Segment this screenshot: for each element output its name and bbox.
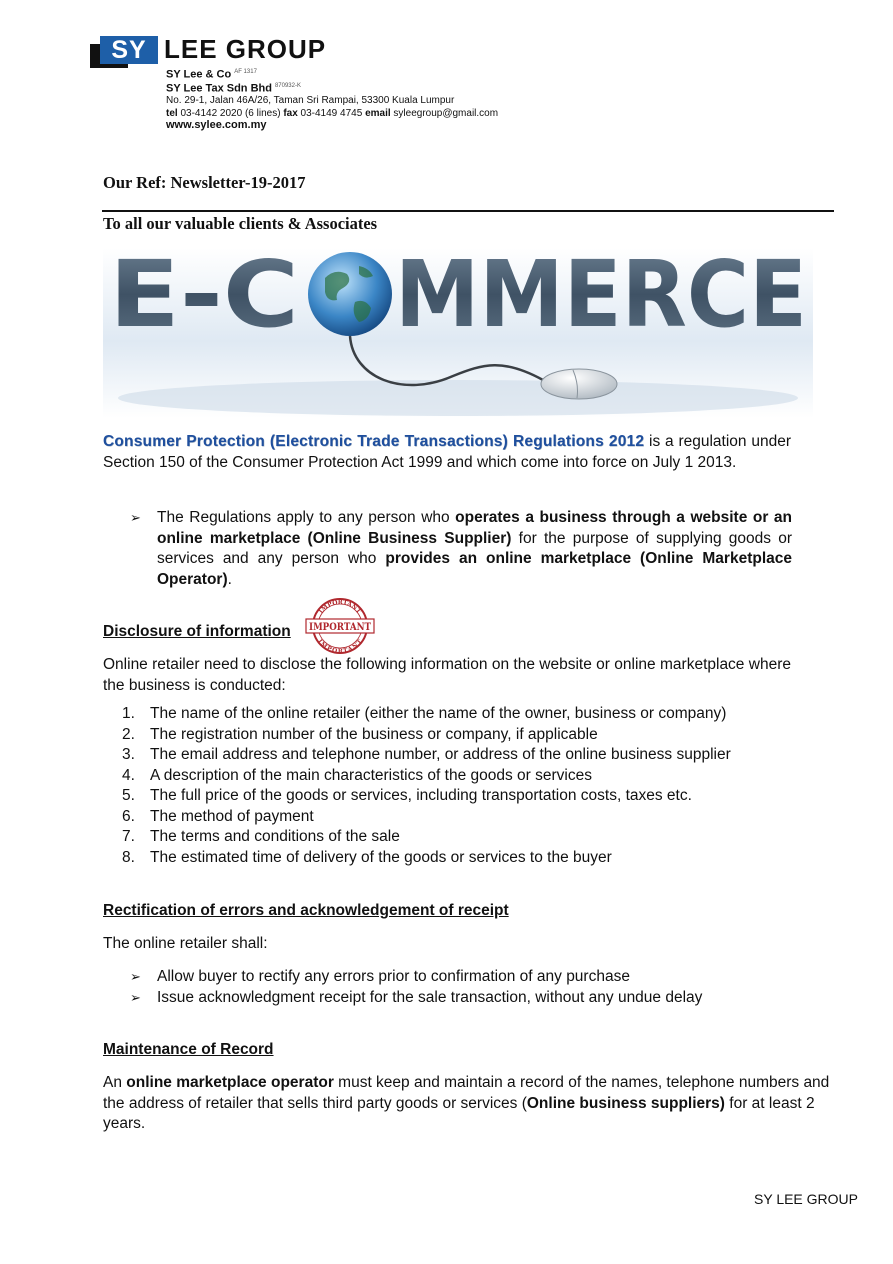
fax-label: fax <box>283 108 298 119</box>
svg-text:IMPORTANT <box>316 638 364 655</box>
list-item-text: Allow buyer to rectify any errors prior to confirmation of any purchase <box>157 968 630 985</box>
list-item-text: The registration number of the business or company, if applicable <box>150 725 598 743</box>
apply-text-3: . <box>227 570 232 588</box>
tel-value: 03-4142 2020 (6 lines) <box>180 108 281 119</box>
list-item-number: 7. <box>122 828 135 845</box>
email-value: syleegroup@gmail.com <box>393 108 499 119</box>
maintenance-bold-1: online marketplace operator <box>126 1074 334 1091</box>
list-item-number: 3. <box>122 746 135 763</box>
list-item-text: The email address and telephone number, or address of the online business supplier <box>150 746 731 763</box>
maintenance-heading: Maintenance of Record <box>103 1041 274 1058</box>
company-1-reg-no: AF 1317 <box>234 69 257 75</box>
list-item-number: 6. <box>122 807 135 825</box>
email-label: email <box>365 108 391 119</box>
arrow-bullet-icon: ➢ <box>130 989 141 1005</box>
globe-icon <box>308 252 392 336</box>
maintenance-text-1: An <box>103 1074 127 1091</box>
disclosure-intro: Online retailer need to disclose the following information on the website or online marketplace where the business is conducted: <box>103 656 791 694</box>
apply-text-1: The Regulations apply to any person who <box>157 509 456 526</box>
greeting: To all our valuable clients & Associates <box>103 214 378 233</box>
apply-bold-2: provides an online marketplace (Online Marketplace Operator) <box>157 550 793 588</box>
important-stamp-icon <box>304 596 376 656</box>
list-item <box>130 967 792 988</box>
company-line-2 <box>166 80 301 96</box>
list-item-text: The terms and conditions of the sale <box>150 828 400 845</box>
rectification-intro: The online retailer shall: <box>103 935 268 952</box>
tel-label: tel <box>166 108 178 119</box>
newsletter-ref: Our Ref: Newsletter-19-2017 <box>103 173 306 192</box>
list-item-text: Issue acknowledgment receipt for the sale transaction, without any undue delay <box>157 988 703 1006</box>
company-2-reg-no: 870932-K <box>274 83 301 89</box>
list-item <box>122 704 822 725</box>
header-divider <box>102 210 834 212</box>
maintenance-bold-2: Online business suppliers) <box>526 1094 725 1112</box>
maintenance-text-2: must keep and maintain a record of the names, telephone numbers and the address of retailer that sells third party goods or services ( <box>103 1074 830 1112</box>
stamp-top-text: IMPORTANT <box>317 598 363 615</box>
list-item-text: The full price of the goods or services, including transportation costs, taxes etc. <box>150 787 692 804</box>
list-item-text: The estimated time of delivery of the goods or services to the buyer <box>150 848 612 866</box>
company-2-name: SY Lee Tax Sdn Bhd <box>166 82 272 95</box>
list-item-text: A description of the main characteristics of the goods or services <box>150 766 592 784</box>
disclosure-heading: Disclosure of information <box>103 623 291 640</box>
banner-text-left: E-C <box>109 248 299 348</box>
list-item <box>122 766 822 787</box>
apply-list <box>130 508 792 590</box>
ecommerce-banner <box>103 248 813 418</box>
list-item-number: 2. <box>122 725 135 743</box>
list-item-text: The name of the online retailer (either the name of the owner, business or company) <box>150 705 727 722</box>
disclosure-list <box>122 704 822 868</box>
arrow-bullet-icon: ➢ <box>130 510 141 525</box>
list-item <box>122 745 822 766</box>
stamp-bottom-text: IMPORTANT <box>316 638 364 656</box>
list-item-number: 4. <box>122 766 135 784</box>
regulation-title: Consumer Protection (Electronic Trade Transactions) Regulations 2012 <box>103 433 645 450</box>
computer-mouse-icon <box>541 369 617 399</box>
company-website: www.sylee.com.my <box>166 119 267 131</box>
svg-text:IMPORTANT <box>318 599 363 615</box>
company-address: No. 29-1, Jalan 46A/26, Taman Sri Rampai, 53300 Kuala Lumpur <box>166 95 455 106</box>
maintenance-text-3: for at least 2 years. <box>103 1094 815 1132</box>
list-item <box>122 725 822 746</box>
list-item-number: 5. <box>122 787 135 804</box>
list-item <box>130 508 792 590</box>
list-item <box>130 988 792 1009</box>
company-1-name: SY Lee & Co <box>166 68 232 81</box>
footer-company: SY LEE GROUP <box>754 1191 859 1207</box>
list-item-number: 8. <box>122 848 135 866</box>
stamp-center-text: IMPORTANT <box>309 621 372 633</box>
fax-value: 03-4149 4745 <box>300 108 363 119</box>
list-item-number: 1. <box>122 705 135 722</box>
rectification-list <box>130 967 792 1008</box>
list-item <box>122 827 822 848</box>
list-item <box>122 807 822 828</box>
intro-paragraph <box>103 432 791 473</box>
intro-text: is a regulation under Section 150 of the Consumer Protection Act 1999 and which come into force on July 1 2013. <box>103 433 791 471</box>
arrow-bullet-icon: ➢ <box>130 969 141 984</box>
maintenance-paragraph <box>103 1073 843 1135</box>
list-item <box>122 786 822 807</box>
logo-sy-mark: SY <box>100 36 158 64</box>
logo-group-name: LEE GROUP <box>164 34 327 64</box>
list-item <box>122 848 822 869</box>
banner-text-right: MMERCE <box>395 248 807 348</box>
list-item-text: The method of payment <box>150 807 314 825</box>
apply-text-2: for the purpose of supplying goods or services and any person who <box>157 529 792 567</box>
apply-bold-1: operates a business through a website or an online marketplace (Online Business Supplier) <box>157 509 792 547</box>
rectification-heading: Rectification of errors and acknowledgement of receipt <box>103 902 509 919</box>
